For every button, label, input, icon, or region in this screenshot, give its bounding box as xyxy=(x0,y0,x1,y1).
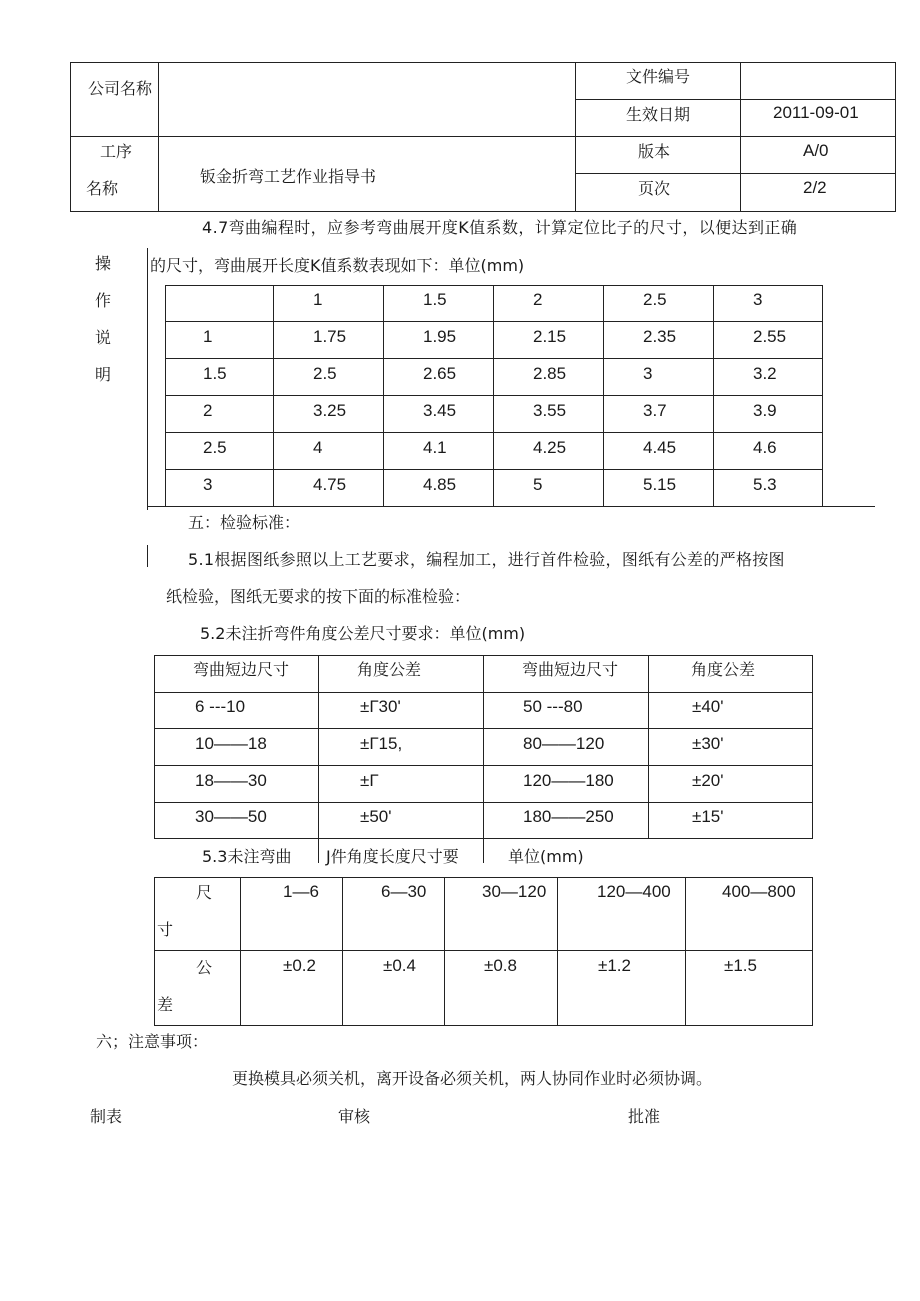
angle-cell: 18——30 xyxy=(195,771,267,790)
section-47-line1: 4.7弯曲编程时，应参考弯曲展开度K值系数，计算定位比子的尺寸，以便达到正确 xyxy=(202,218,798,237)
side-label-char: 说 xyxy=(95,328,112,347)
k-cell: 1.5 xyxy=(203,364,227,383)
length-tol-cell: ±0.4 xyxy=(383,956,416,975)
angle-cell: 10——18 xyxy=(195,734,267,753)
k-cell: 3.7 xyxy=(643,401,667,420)
k-cell: 2.5 xyxy=(313,364,337,383)
stray-mark xyxy=(318,839,319,863)
angle-cell: 6 ---10 xyxy=(195,697,246,716)
length-tol-cell: ±0.8 xyxy=(484,956,517,975)
angle-cell: ±40' xyxy=(692,697,724,716)
effective-date-label: 生效日期 xyxy=(626,105,691,124)
angle-cell: 80——120 xyxy=(523,734,605,753)
k-cell: 1.95 xyxy=(423,327,457,346)
page-label: 页次 xyxy=(638,179,671,198)
section-53-title-a: 5.3未注弯曲 xyxy=(202,847,292,866)
page-value: 2/2 xyxy=(803,178,827,197)
footer-maker: 制表 xyxy=(90,1107,123,1126)
k-cell: 3.2 xyxy=(753,364,777,383)
side-label-char: 作 xyxy=(95,291,112,310)
length-size-cell: 400—800 xyxy=(722,882,796,901)
k-header-cell: 1.5 xyxy=(423,290,447,309)
side-divider xyxy=(147,248,148,510)
angle-cell: ±15' xyxy=(692,807,724,826)
length-size-cell: 120—400 xyxy=(597,882,671,901)
angle-cell: ±Г30' xyxy=(360,697,401,716)
process-label-2: 名称 xyxy=(86,179,119,198)
k-cell: 4 xyxy=(313,438,323,457)
k-cell: 4.6 xyxy=(753,438,777,457)
footer-reviewer: 审核 xyxy=(338,1107,371,1126)
angle-cell: ±30' xyxy=(692,734,724,753)
angle-header-cell: 弯曲短边尺寸 xyxy=(522,660,619,679)
k-cell: 2.65 xyxy=(423,364,457,383)
k-cell: 3.55 xyxy=(533,401,567,420)
version-label: 版本 xyxy=(638,142,671,161)
section-5-margin-line xyxy=(147,545,148,567)
angle-cell: ±Г xyxy=(360,771,379,790)
length-row-label-char: 差 xyxy=(157,995,174,1014)
k-cell: 3.45 xyxy=(423,401,457,420)
angle-cell: 180——250 xyxy=(523,807,614,826)
section-6-title: 六；注意事项： xyxy=(96,1032,209,1051)
k-cell: 3 xyxy=(643,364,653,383)
doc-no-label: 文件编号 xyxy=(626,67,691,86)
section-5-title: 五：检验标准： xyxy=(188,513,301,532)
angle-header-cell: 弯曲短边尺寸 xyxy=(193,660,290,679)
k-header-cell: 2 xyxy=(533,290,543,309)
k-cell: 3.9 xyxy=(753,401,777,420)
section-51-line1: 5.1根据图纸参照以上工艺要求，编程加工，进行首件检验，图纸有公差的严格按图 xyxy=(188,550,785,569)
k-cell: 2.35 xyxy=(643,327,677,346)
section-51-line2: 纸检验，图纸无要求的按下面的标准检验： xyxy=(166,587,471,606)
k-cell: 4.45 xyxy=(643,438,677,457)
k-cell: 2.15 xyxy=(533,327,567,346)
k-cell: 4.25 xyxy=(533,438,567,457)
k-cell: 2.5 xyxy=(203,438,227,457)
k-cell: 4.75 xyxy=(313,475,347,494)
side-label-char: 明 xyxy=(95,365,112,384)
stray-mark xyxy=(483,839,484,863)
angle-cell: ±Г15, xyxy=(360,734,403,753)
length-size-cell: 6—30 xyxy=(381,882,427,901)
k-cell: 2 xyxy=(203,401,213,420)
length-tol-cell: ±1.2 xyxy=(598,956,631,975)
angle-cell: ±50' xyxy=(360,807,392,826)
length-row-label-char: 尺 xyxy=(196,883,213,902)
k-cell: 1 xyxy=(203,327,213,346)
angle-cell: 30——50 xyxy=(195,807,267,826)
section-6-note: 更换模具必须关机，离开设备必须关机，两人协同作业时必须协调。 xyxy=(232,1069,713,1088)
effective-date-value: 2011-09-01 xyxy=(773,103,859,122)
length-size-cell: 30—120 xyxy=(482,882,547,901)
k-cell: 5.3 xyxy=(753,475,777,494)
process-label-1: 工序 xyxy=(100,142,133,161)
k-cell: 4.1 xyxy=(423,438,447,457)
angle-header-cell: 角度公差 xyxy=(357,660,422,679)
length-size-cell: 1—6 xyxy=(283,882,319,901)
k-header-cell: 2.5 xyxy=(643,290,667,309)
length-row-label-char: 寸 xyxy=(157,920,174,939)
company-label: 公司名称 xyxy=(88,79,153,98)
k-cell: 5 xyxy=(533,475,543,494)
k-cell: 2.55 xyxy=(753,327,787,346)
section-52-title: 5.2未注折弯件角度公差尺寸要求：单位(mm) xyxy=(200,624,526,643)
k-cell: 5.15 xyxy=(643,475,677,494)
section-53-title-c: 单位(mm) xyxy=(508,847,584,866)
k-cell: 4.85 xyxy=(423,475,457,494)
k-header-cell: 1 xyxy=(313,290,323,309)
k-cell: 3 xyxy=(203,475,213,494)
section-53-title-b: J件角度长度尺寸要 xyxy=(326,847,459,866)
k-cell: 3.25 xyxy=(313,401,347,420)
k-header-cell: 3 xyxy=(753,290,763,309)
k-cell: 2.85 xyxy=(533,364,567,383)
angle-cell: 120——180 xyxy=(523,771,614,790)
version-value: A/0 xyxy=(803,141,829,160)
section-47-line2: 的尺寸，弯曲展开长度K值系数表现如下：单位(mm) xyxy=(150,256,525,275)
k-cell: 1.75 xyxy=(313,327,347,346)
side-label-char: 操 xyxy=(95,254,112,273)
length-row-label-char: 公 xyxy=(196,958,213,977)
process-name: 钣金折弯工艺作业指导书 xyxy=(200,167,377,186)
footer-approver: 批准 xyxy=(628,1107,661,1126)
angle-cell: ±20' xyxy=(692,771,724,790)
angle-cell: 50 ---80 xyxy=(523,697,583,716)
angle-header-cell: 角度公差 xyxy=(691,660,756,679)
length-tol-cell: ±0.2 xyxy=(283,956,316,975)
length-tol-cell: ±1.5 xyxy=(724,956,757,975)
